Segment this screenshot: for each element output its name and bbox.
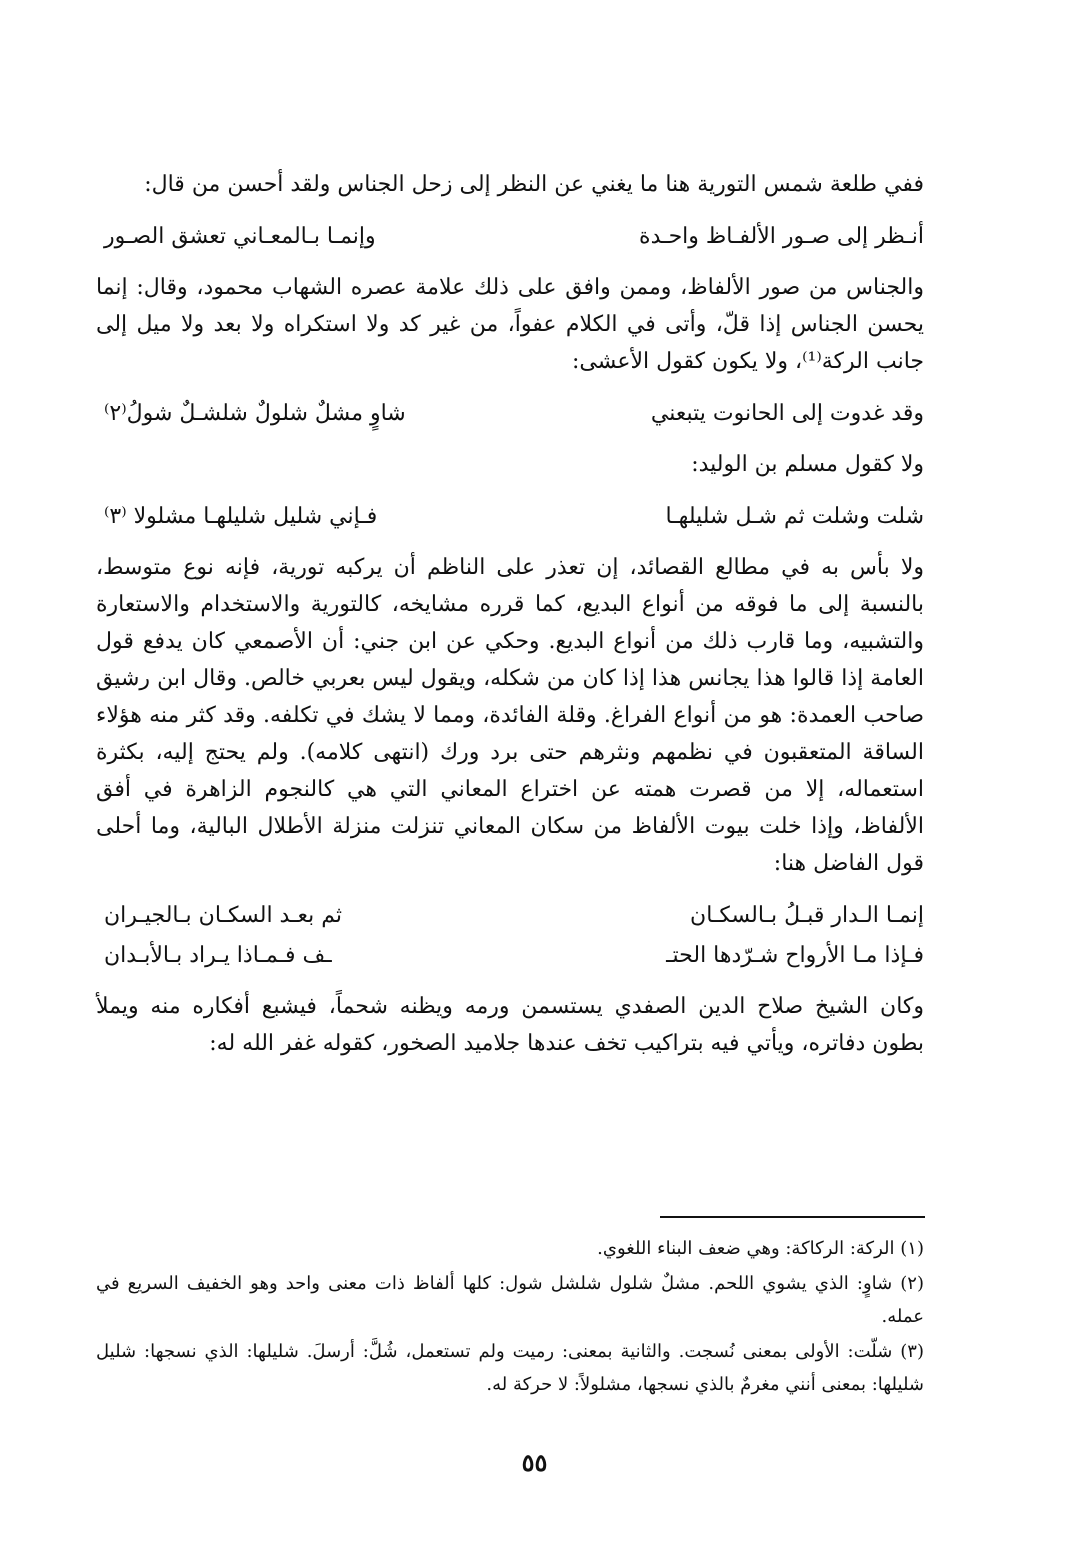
paragraph-discussion: ولا بأس به في مطالع القصائد، إن تعذر على الناظم أن يركبه تورية، فإنه نوع متوسط، بالنسبة إلى ما فوقه من أنواع البديع، كما قرره مشايخه، كالتورية والاستخدام والاستعارة والتشبيه، وما قارب ذلك من أنواع البديع. وحكي عن ابن جني: أن الأصمعي كان يدفع قول العامة إذا قالوا هذا يجانس هذا إذا كان من شكله، ويقول ليس بعربي خالص. وقال ابن رشيق صاحب العمدة: هو من أنواع الفراغ. وقلة الفائدة، ومما لا يشك في تكلفه. وقد كثر منه هؤلاء الساقة المتعقبون في نظمهم ونثرهم حتى برد ورك (انتهى كلامه). ولم يحتج إليه، بكثرة استعماله، إلا من قصرت همته عن اختراع المعاني التي هي كالنجوم الزاهرة في أفق الألفاظ، وإذا خلت بيوت الألفاظ من سكان المعاني تنزلت منزلة الأطلال البالية، وما أحلى قول الفاضل هنا: [96, 555, 924, 876]
verse-first-hemistich: وقد غدوت إلى الحانوت يتبعني [650, 401, 924, 426]
verse-group [96, 896, 924, 976]
verse-line [96, 896, 924, 936]
verse-first-hemistich: فـإذا مـا الأرواح شـرّدها الحتـ [666, 943, 924, 968]
verse-first-hemistich: شلت وشلت ثم شـل شليلهـا [665, 504, 924, 529]
verse-second-hemistich: ـف فـمـاذا يـراد بـالأبـدان [104, 943, 332, 968]
verse-line [96, 497, 924, 537]
verse-line [96, 394, 924, 434]
footnote-1: (١) الركة: الركاكة: وهي ضعف البناء اللغوي. [597, 1238, 924, 1259]
footnote-3: (٣) شلّت: الأولى بمعنى نُسجت. والثانية بمعنى: رميت ولم تستعمل، شُلَّ: أرسلَ. شليلها: الذي نسجها: شليل شليلها: بمعنى أنني مغرمٌ بالذي نسجها، مشلولاً: لا حركة له. [96, 1341, 924, 1395]
verse-second-hemistich: شاوٍ مشلٌ شلولٌ شلشـلٌ شولُ⁽٢⁾ [104, 401, 406, 426]
verse-second-hemistich: وإنمـا بـالمعـاني تعشق الصـور [104, 224, 376, 249]
main-text [96, 166, 924, 1076]
verse-second-hemistich: فـإني شليل شليلهـا مشلولا ⁽٣⁾ [104, 504, 378, 529]
verse-second-hemistich: ثم بعـد السكـان بـالجيـران [104, 903, 343, 928]
paragraph-intro: ففي طلعة شمس التورية هنا ما يغني عن النظر إلى زحل الجناس ولقد أحسن من قال: [144, 172, 924, 197]
footnote-separator [660, 1216, 925, 1218]
paragraph-jinas: والجناس من صور الألفاظ، وممن وافق على ذلك علامة عصره الشهاب محمود، وقال: إنما يحسن الجناس إذا قلّ، وأتى في الكلام عفواً، من غير كد ولا استكراه ولا بعد ولا ميل إلى جانب الركة⁽¹⁾، ولا يكون كقول الأعشى: [96, 275, 924, 374]
verse-line [96, 936, 924, 976]
footnote-2: (٢) شاوٍ: الذي يشوي اللحم. مشلٌ شلول شلشل شول: كلها ألفاظ ذات معنى واحد وهو الخفيف السريع في عمله. [96, 1273, 924, 1327]
paragraph-safadi: وكان الشيخ صلاح الدين الصفدي يستسمن ورمه ويظنه شحماً، فيشبع أفكاره منه ويملأ بطون دفاتره، ويأتي فيه بتراكيب تخف عندها جلاميد الصخور، كقوله غفر الله له: [96, 994, 924, 1056]
verse-first-hemistich: أنـظر إلى صـور الألفـاظ واحـدة [639, 224, 924, 249]
page-number: ٥٥ [521, 1448, 548, 1477]
verse-line [96, 217, 924, 257]
paragraph-muslim: ولا كقول مسلم بن الوليد: [691, 452, 924, 477]
footnotes [96, 1232, 924, 1403]
verse-first-hemistich: إنمـا الـدار قبـلُ بـالسكـان [690, 903, 924, 928]
